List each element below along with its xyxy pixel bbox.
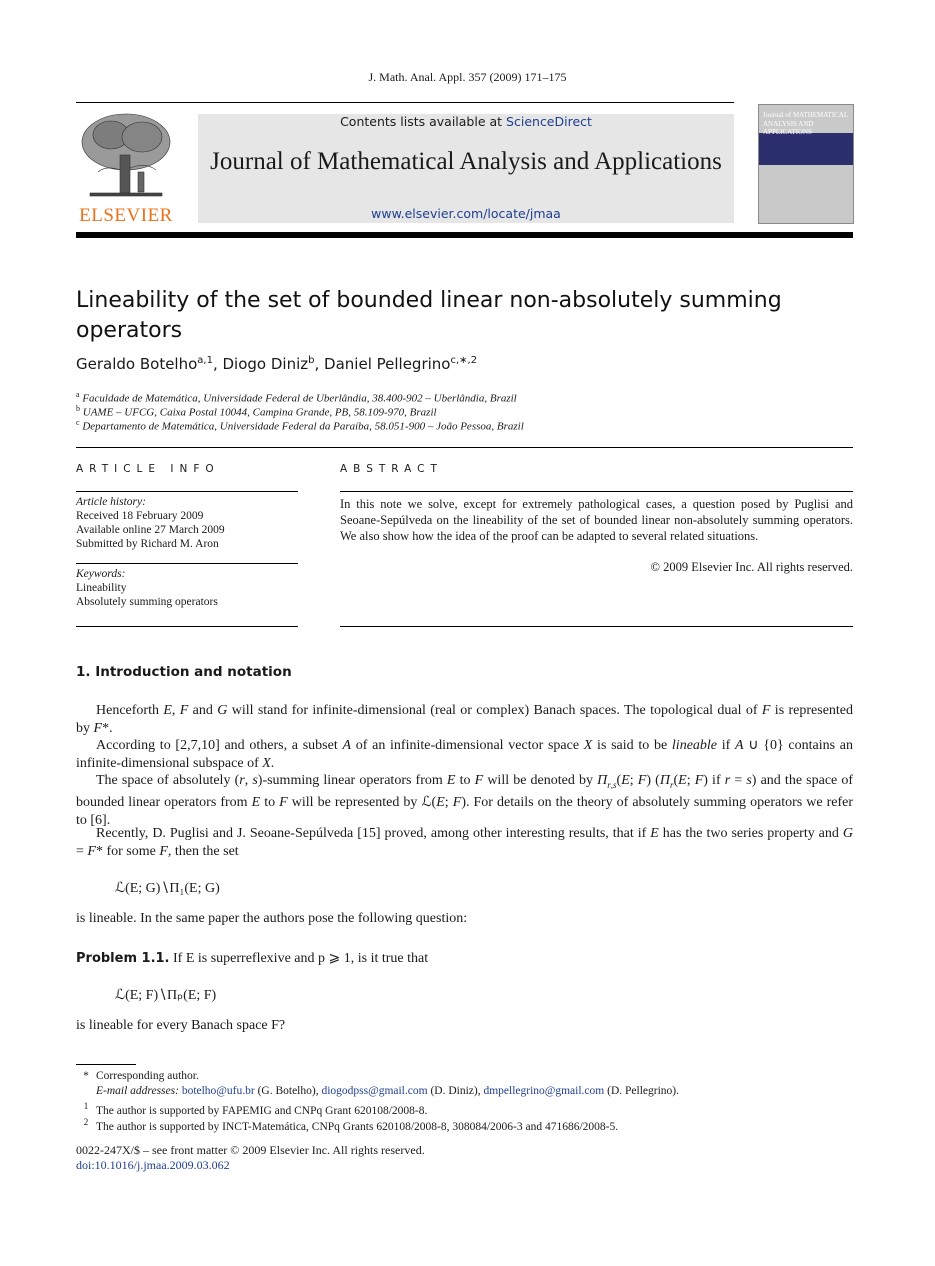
top-rule [76,102,734,103]
keywords-label: Keywords: [76,568,126,580]
abstract-text: In this note we solve, except for extremely pathological cases, a question posed by Puglisi and Seoane-Sepúlveda on the lineability of the set of bounded linear non-absolutely summing operators. We also show how the idea of the proof can be adapted to several related situations. [340,497,853,543]
abstract-rule [340,491,853,492]
affiliation-text: Faculdade de Matemática, Universidade Federal de Uberlândia, 38.400-902 – Uberlândia, Brazil [82,392,517,405]
section-heading: 1. Introduction and notation [76,664,292,680]
article-info-heading: ARTICLE INFO [76,463,220,475]
author-name[interactable]: Diogo Diniz [222,355,309,373]
emails-label: E-mail addresses: [96,1085,179,1097]
abstract-copyright: © 2009 Elsevier Inc. All rights reserved. [650,560,853,574]
footnote-mark: * [83,1070,89,1082]
paper-title-line2: operators [76,318,183,343]
header-thick-rule [76,232,853,238]
author-sup: b [308,355,315,366]
issn-line: 0022-247X/$ – see front matter © 2009 Elsevier Inc. All rights reserved. [76,1143,425,1157]
paragraph: Henceforth E, F and G will stand for infinite-dimensional (real or complex) Banach spaces. The topological dual of F is represented by F*. [76,703,854,736]
footnote [76,1069,853,1084]
footnote-text: The author is supported by INCT-Matemática, CNPq Grants 620108/2008-8, 308084/2006-3 and 471686/2008-5. [96,1120,619,1133]
journal-title: Journal of Mathematical Analysis and Applications [210,148,722,175]
affiliation-text: Departamento de Matemática, Universidade Federal da Paraíba, 58.051-900 – João Pessoa, Brazil [82,420,524,433]
footnote-mark: 1 [83,1101,89,1111]
paragraph: Recently, D. Puglisi and J. Seoane-Sepúlveda [15] proved, among other interesting results, that if E has the two series property and G = F* for some F, then the set [76,826,853,859]
cover-text: Journal of MATHEMATICAL ANALYSIS AND APPLICATIONS [763,111,848,136]
problem-label: Problem 1.1. [76,951,170,966]
email-link[interactable]: botelho@ufu.br [181,1085,255,1097]
journal-cover-thumbnail [758,104,854,224]
article-info-rule [76,563,298,564]
doi-link[interactable]: doi:10.1016/j.jmaa.2009.03.062 [76,1158,230,1172]
abstract-heading: ABSTRACT [340,463,443,475]
history-label: Article history: [76,496,146,508]
affiliation-mark: a [76,390,80,399]
affiliation-text: UAME – UFCG, Caixa Postal 10044, Campina Grande, PB, 58.109-970, Brazil [82,406,437,419]
elsevier-wordmark: ELSEVIER [79,205,173,226]
footnote-emails [96,1084,853,1099]
journal-url-link[interactable]: www.elsevier.com/locate/jmaa [371,206,561,221]
contents-prefix: Contents lists available at [340,114,507,129]
contents-line [198,114,734,129]
keywords [76,567,218,609]
paragraph: According to [2,7,10] and others, a subset A of an infinite-dimensional vector space X is said to be lineable if A ∪ {0} contains an infinite-dimensional subspace of X. [76,738,853,771]
article-info-rule [76,626,298,627]
paper-title-line1: Lineability of the set of bounded linear non-absolutely summing [76,288,782,313]
abstract-rule [340,626,853,627]
footnote [76,1115,853,1135]
email-owner: (D. Pellegrino). [604,1085,679,1097]
sciencedirect-link[interactable]: ScienceDirect [506,114,592,129]
paragraph: is lineable for every Banach space F? [76,1018,286,1033]
footnote-rule [76,1064,136,1065]
history-item: Submitted by Richard M. Aron [76,538,219,550]
footnote-text: Corresponding author. [96,1070,199,1082]
email-owner: (G. Botelho), [254,1085,322,1097]
problem-statement [76,950,853,968]
cover-band [759,133,853,165]
keyword-item: Absolutely summing operators [76,596,218,608]
footnote-mark: 2 [83,1117,89,1127]
article-info-rule [76,491,298,492]
article-history [76,495,225,551]
display-formula: ℒ(E; G)∖Π₁(E; G) [115,881,220,896]
author-sup: c,∗,2 [450,355,478,366]
history-item: Received 18 February 2009 [76,510,204,522]
author-sup: a,1 [197,355,213,366]
author-name[interactable]: Daniel Pellegrino [324,355,451,373]
history-item: Available online 27 March 2009 [76,524,225,536]
affiliation [76,418,524,433]
footnote-text: The author is supported by FAPEMIG and CNPq Grant 620108/2008-8. [96,1104,428,1117]
display-formula: ℒ(E; F)∖Πₚ(E; F) [115,988,217,1003]
email-link[interactable]: diogodpss@gmail.com [321,1085,428,1097]
author-list: Geraldo Botelho$^{a,1}$, Diogo Diniz$^b$, Daniel Pellegrino$^{c,∗,2}$ [76,355,478,373]
paragraph: The space of absolutely (r, s)-summing linear operators from E to F will be denoted by $\Pi_{r,s}(E$; F) ($\Pi_r(E$; F) if r = s) and the space of bounded linear operators from E to F will be represented by ℒ(E; F). For details on the theory of absolutely summing operators we refer to [6]. [76,773,854,828]
affiliation [76,390,517,405]
email-owner: (D. Diniz), [427,1085,484,1097]
affiliation-mark: c [76,418,80,427]
affiliation-mark: b [76,404,80,413]
paper-title [76,286,836,346]
section-rule [76,447,853,448]
paragraph: is lineable. In the same paper the authors pose the following question: [76,911,468,926]
email-link[interactable]: dmpellegrino@gmail.com [483,1085,605,1097]
problem-text: If E is superreflexive and p ⩾ 1, is it true that [173,951,429,966]
bottom-metadata [76,1143,425,1173]
keyword-item: Lineability [76,582,127,594]
affiliation [76,404,437,419]
author-name[interactable]: Geraldo Botelho [76,355,198,373]
journal-reference: J. Math. Anal. Appl. 357 (2009) 171–175 [368,70,567,84]
